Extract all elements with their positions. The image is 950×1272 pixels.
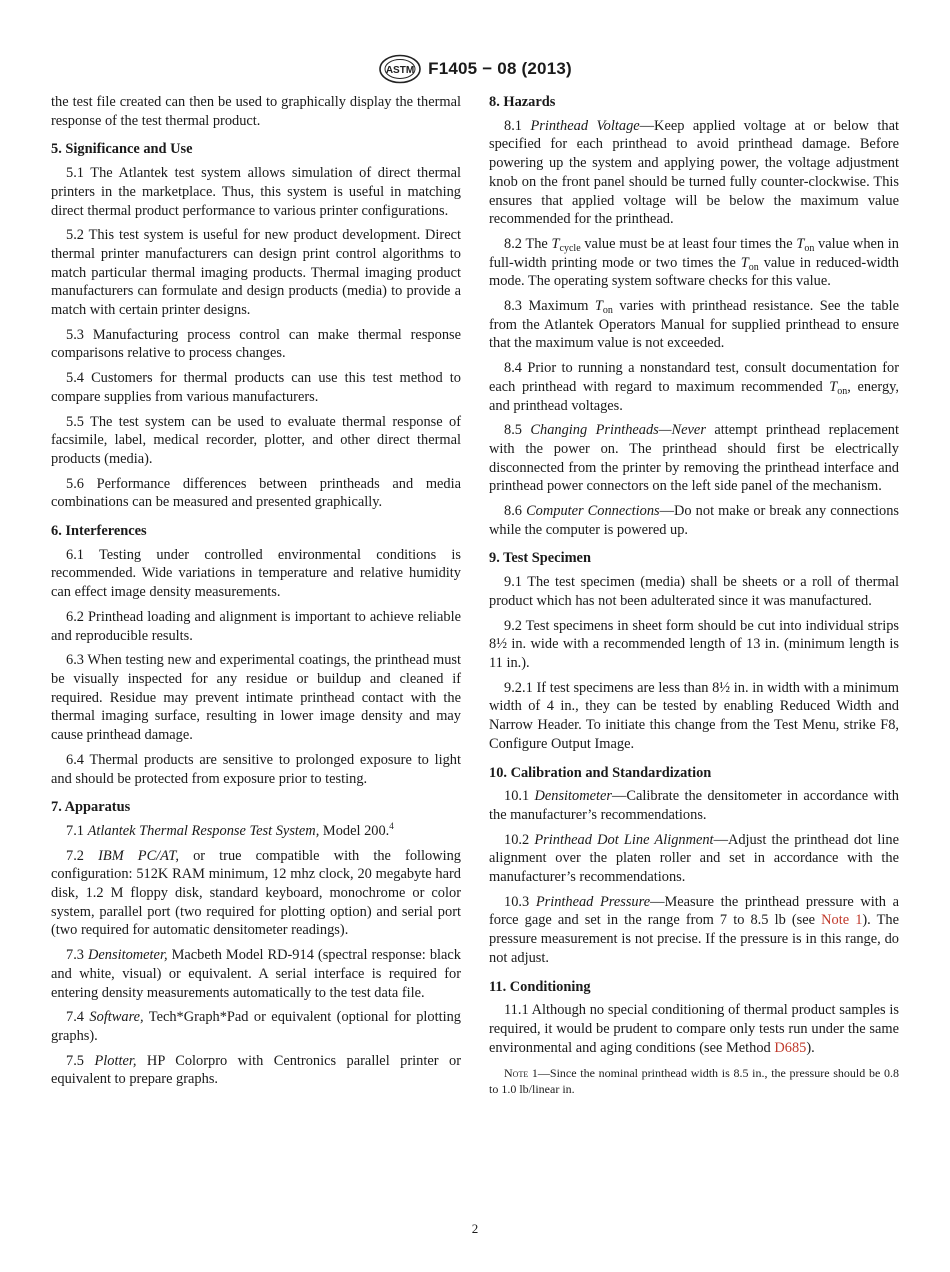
para-7-1: 7.1 Atlantek Thermal Response Test System, Model 200.$^4$ bbox=[66, 820, 394, 839]
para-8-5: 8.5 Changing Printheads—Never attempt printhead replacement with the power on. The printhead should first be electrically disconnected from the printer by removing the printhead interface and printhead power connectors on the left side panel of the mechanism. bbox=[489, 422, 899, 495]
page-number: 2 bbox=[471, 1221, 479, 1236]
para-6-1: 6.1 Testing under controlled environmental conditions is recommended. Wide variations in temperature and relative humidity can effect image density measurements. bbox=[51, 546, 461, 601]
para-5-2: 5.2 This test system is useful for new product development. Direct thermal printer manufacturers can design print control algorithms to match particular thermal imaging products. Thermal imaging product manufacturers can formulate and design products (media) to provide a match with certain printer designs. bbox=[51, 227, 461, 319]
para-8-1: 8.1 Printhead Voltage—Keep applied voltage at or below that specified for each printhead to avoid printhead damage. Before powering up the system and applying power, the voltage adjustment knob on the front panel should be turned fully counter-clockwise. This ensures that applied voltage will be below the maximum value recommended for the printhead. bbox=[489, 117, 899, 228]
para-5-5: 5.5 The test system can be used to evaluate thermal response of facsimile, label, medical recorder, plotter, and other direct thermal products (media). bbox=[51, 413, 461, 467]
para-8-3: 8.3 Maximum $T_{on}$ varies with printhead resistance. See the table from the Atlantek Operators Manual for supplied printhead to ensure that the maximum value is not exceeded. bbox=[489, 298, 899, 352]
para-5-4: 5.4 Customers for thermal products can use this test method to compare supplies from various manufacturers. bbox=[51, 370, 461, 405]
section-10-heading: 10. Calibration and Standardization bbox=[489, 764, 712, 781]
para-11-1: 11.1 Although no special conditioning of thermal product samples is required, it would be prudent to compare only tests run under the same environmental and aging conditions (see Method D685). bbox=[489, 1002, 899, 1056]
para-5-1: 5.1 The Atlantek test system allows simulation of direct thermal printers in the marketplace. Thus, this system is useful in matching direct thermal product performance to various printer configurations. bbox=[51, 165, 461, 219]
left-column bbox=[51, 93, 461, 1095]
section-9-heading: 9. Test Specimen bbox=[489, 550, 591, 567]
para-9-1: 9.1 The test specimen (media) shall be sheets or a roll of thermal product which has not been adulterated since it was manufactured. bbox=[489, 574, 899, 609]
footnote-ref: 4 bbox=[389, 820, 394, 831]
para-7-5: 7.5 Plotter, HP Colorpro with Centronics parallel printer or equivalent to prepare graphs. bbox=[51, 1052, 461, 1088]
para-10-3: 10.3 Printhead Pressure—Measure the printhead pressure with a force gage and set in the range from 7 to 8.5 lb (see Note 1). The pressure measurement is not precise. If the pressure is in this range, do not adjust. bbox=[489, 893, 899, 966]
note-label: Note 1 bbox=[504, 1066, 538, 1081]
note-1-link[interactable]: Note 1 bbox=[821, 912, 863, 929]
para-10-2: 10.2 Printhead Dot Line Alignment—Adjust the printhead dot line alignment over the platen roller and set in accordance with the manufacturer’s recommendations. bbox=[489, 831, 899, 886]
para-7-4: 7.4 Software, Tech*Graph*Pad or equivalent (optional for plotting graphs). bbox=[51, 1009, 461, 1044]
page-header bbox=[0, 52, 950, 86]
para-7-2: 7.2 IBM PC/AT, or true compatible with the following configuration: 512K RAM minimum, 12 mhz clock, 20 megabyte hard disk, 1.2 M floppy disk, standard keyboard, monochrome or color system, parallel port (two required for plotting option) and serial port (two required for automatic densitometer readings). bbox=[51, 847, 461, 939]
astm-logo-icon bbox=[378, 54, 422, 84]
para-8-6: 8.6 Computer Connections—Do not make or break any connections while the computer is powered up. bbox=[489, 503, 899, 538]
document-designation: F1405 − 08 (2013) bbox=[428, 59, 572, 78]
intro-paragraph: the test file created can then be used to graphically display the thermal response of the test thermal product. bbox=[51, 94, 461, 129]
para-7-3: 7.3 Densitometer, Macbeth Model RD-914 (spectral response: black and white, visual) or equivalent. A serial interface is required for entering density measurements automatically to the test data file. bbox=[51, 947, 461, 1001]
para-5-3: 5.3 Manufacturing process control can make thermal response comparisons relative to process changes. bbox=[51, 326, 461, 362]
para-6-4: 6.4 Thermal products are sensitive to prolonged exposure to light and should be protected from exposure prior to testing. bbox=[51, 751, 461, 787]
para-6-2: 6.2 Printhead loading and alignment is important to achieve reliable and reproducible results. bbox=[51, 608, 461, 644]
para-9-2: 9.2 Test specimens in sheet form should be cut into individual strips 8½ in. wide with a recommended length of 13 in. (minimum length is 11 in.). bbox=[489, 617, 899, 671]
section-6-heading: 6. Interferences bbox=[51, 523, 147, 540]
method-d685-link[interactable]: D685 bbox=[774, 1039, 807, 1056]
section-5-heading: 5. Significance and Use bbox=[51, 141, 193, 158]
para-8-2: 8.2 The $T_{cycle}$ value must be at least four times the $T_{on}$ value when in full-width printing mode or two times the $T_{on}$ value in reduced-width mode. The operating system software checks for this value. bbox=[489, 235, 899, 290]
section-7-heading: 7. Apparatus bbox=[51, 799, 131, 816]
para-10-1: 10.1 Densitometer—Calibrate the densitometer in accordance with the manufacturer’s recommendations. bbox=[489, 788, 899, 823]
para-8-4: 8.4 Prior to running a nonstandard test, consult documentation for each printhead with regard to maximum recommended $T_{on}$, energy, and printhead voltages. bbox=[489, 360, 899, 414]
section-11-heading: 11. Conditioning bbox=[489, 978, 591, 995]
para-5-6: 5.6 Performance differences between printheads and media combinations can be measured and presented graphically. bbox=[51, 475, 461, 511]
note-1: Note 1—Since the nominal printhead width is 8.5 in., the pressure should be 0.8 to 1.0 lb/linear in. bbox=[489, 1066, 899, 1097]
section-8-heading: 8. Hazards bbox=[489, 94, 556, 110]
right-column bbox=[489, 93, 899, 1103]
para-9-2-1: 9.2.1 If test specimens are less than 8½ in. in width with a minimum width of 4 in., they can be tested by enabling Reduced Width and Narrow Header. To initiate this change from the Test Menu, strike F8, Configure Output Image. bbox=[489, 679, 899, 752]
svg-text:ASTM: ASTM bbox=[385, 65, 415, 76]
para-6-3: 6.3 When testing new and experimental coatings, the printhead must be visually inspected for any residue or buildup and cleaned if required. Residue may prevent intimate printhead contact with the thermal imaging surface, resulting in lower image density and may cause printhead damage. bbox=[51, 652, 461, 744]
